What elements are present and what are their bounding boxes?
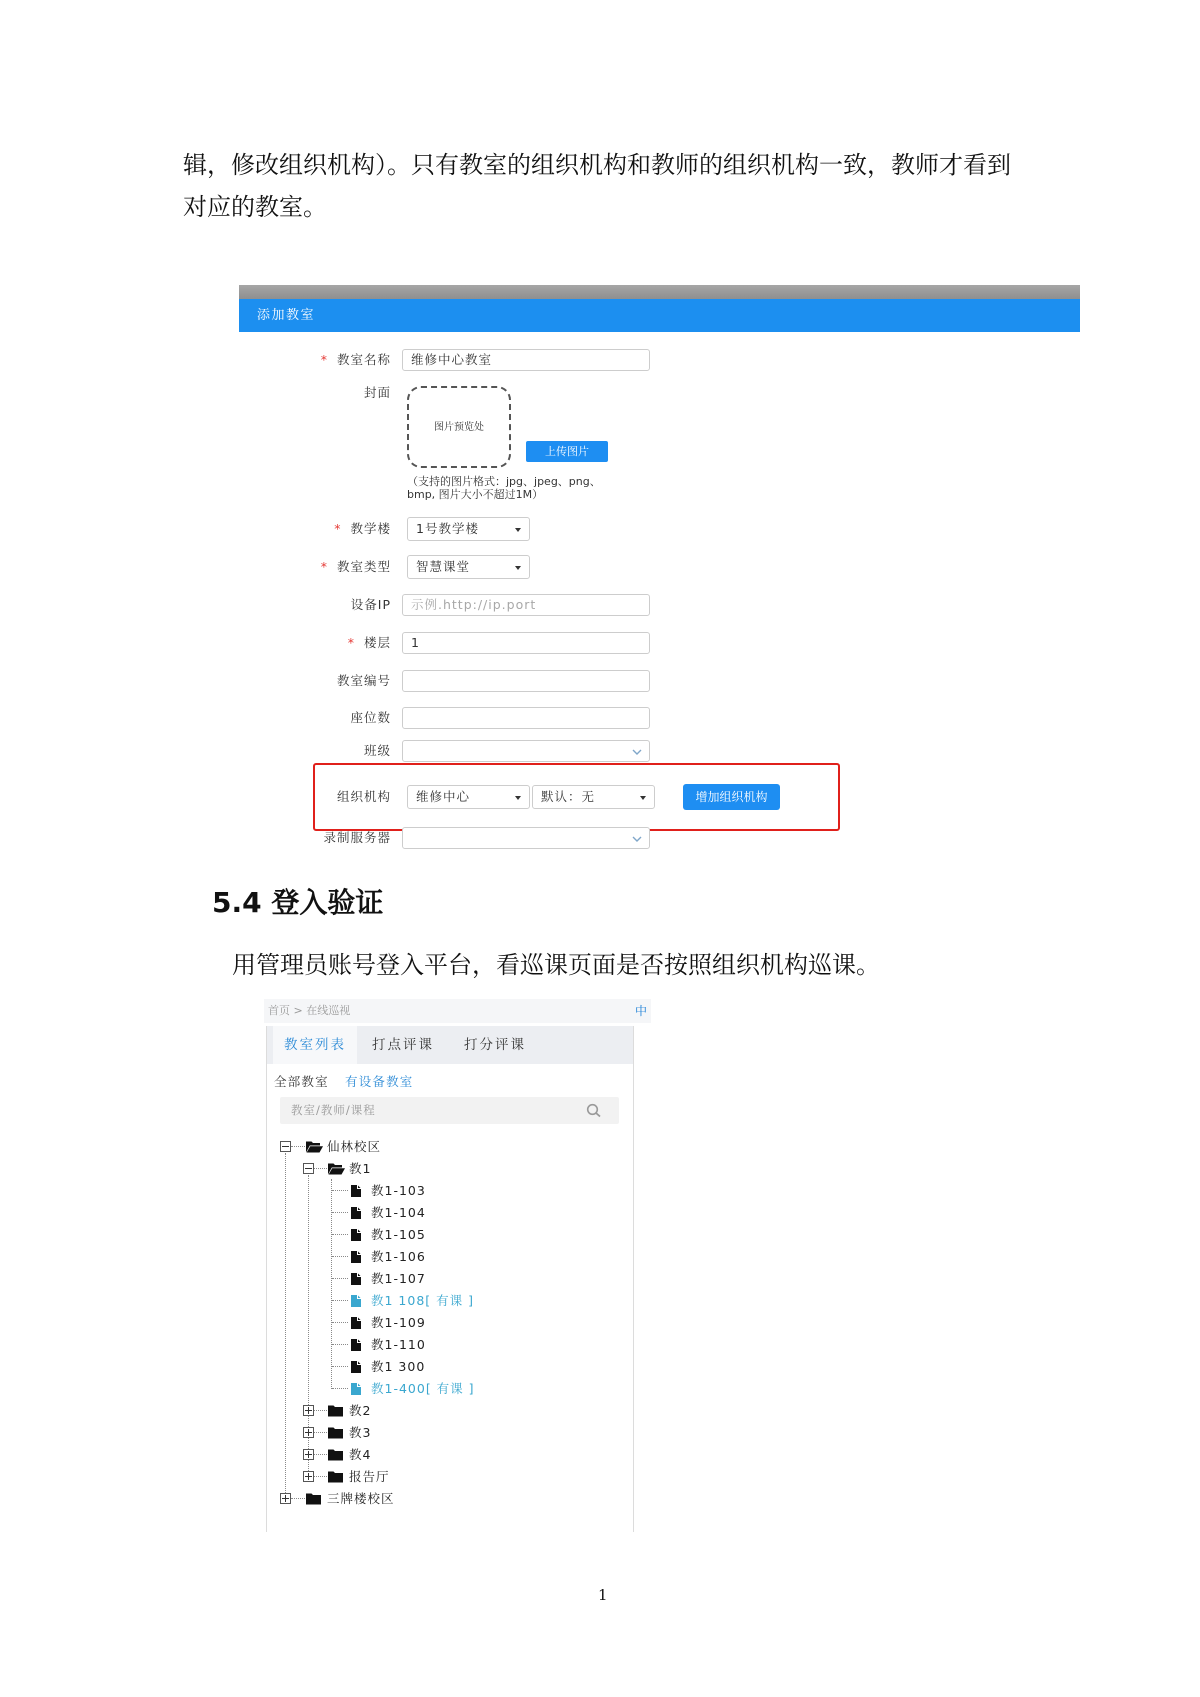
organization-select[interactable] — [407, 785, 530, 809]
add-classroom-screenshot — [239, 285, 1080, 857]
tree-connector — [332, 1300, 348, 1301]
dropdown-caret-icon — [515, 528, 521, 532]
tree-connector — [314, 1454, 327, 1455]
tree-connector — [314, 1476, 327, 1477]
dropdown-caret-icon — [640, 796, 646, 800]
tree-connector — [314, 1410, 327, 1411]
tree-node-classroom[interactable] — [264, 1313, 629, 1333]
class-select[interactable] — [402, 740, 650, 762]
file-icon — [351, 1361, 361, 1373]
classroom-name-input[interactable] — [402, 349, 650, 371]
tree-node-campus[interactable] — [264, 1137, 629, 1157]
device-ip-input[interactable] — [402, 594, 650, 616]
building-select[interactable] — [407, 517, 530, 541]
tree-connector — [332, 1278, 348, 1279]
tab-score-review[interactable]: 打分评课 — [464, 1037, 526, 1053]
search-placeholder: 教室/教师/课程 — [291, 1103, 376, 1117]
tree-node-label: 教1-103 — [371, 1183, 426, 1198]
folder-open-icon — [306, 1141, 323, 1153]
tree-node-label: 教1-104 — [371, 1205, 426, 1220]
dialog-header — [239, 299, 1080, 332]
tree-node-label: 教1-107 — [371, 1271, 426, 1286]
floor-value: 1 — [411, 635, 420, 650]
top-nav-strip — [239, 285, 1080, 299]
collapse-toggle-icon[interactable] — [280, 1141, 291, 1152]
tree-node-label: 仙林校区 — [327, 1139, 382, 1154]
dialog-title: 添加教室 — [257, 308, 316, 323]
classroom-type-label — [239, 559, 391, 575]
seats-label: 座位数 — [350, 710, 391, 725]
label-text: 楼层 — [363, 635, 391, 650]
tree-node-building[interactable] — [264, 1467, 629, 1487]
tree-node-building[interactable] — [264, 1423, 629, 1443]
tree-connector — [291, 1146, 305, 1147]
tree-connector — [332, 1212, 348, 1213]
breadcrumb[interactable]: 首页 > 在线巡视 — [268, 1004, 351, 1017]
required-mark: * — [347, 635, 355, 650]
folder-icon — [328, 1427, 343, 1439]
body-text-line: 辑，修改组织机构）。只有教室的组织机构和教师的组织机构一致，教师才看到 — [183, 151, 1011, 179]
tree-node-label: 教1-106 — [371, 1249, 426, 1264]
tree-connector — [332, 1256, 348, 1257]
organization-default-select[interactable] — [532, 785, 655, 809]
file-icon — [351, 1295, 361, 1307]
online-patrol-screenshot — [264, 999, 651, 1532]
section-heading: 5.4 登入验证 — [212, 886, 384, 919]
organization-default-value: 默认：无 — [541, 789, 596, 804]
tree-node-classroom[interactable] — [264, 1357, 629, 1377]
label-text: 教室类型 — [336, 559, 391, 574]
tab-bar — [266, 1026, 633, 1064]
tree-node-label: 教1-109 — [371, 1315, 426, 1330]
folder-icon — [328, 1471, 343, 1483]
tree-node-label: 教1-110 — [371, 1337, 426, 1352]
dropdown-caret-icon — [515, 566, 521, 570]
tree-node-label: 教1 300 — [371, 1359, 426, 1374]
seats-input[interactable] — [402, 707, 650, 729]
folder-open-icon — [328, 1163, 345, 1175]
file-icon — [351, 1273, 361, 1285]
tree-node-label: 三牌楼校区 — [327, 1491, 395, 1506]
tree-connector — [314, 1168, 327, 1169]
file-icon — [351, 1185, 361, 1197]
dropdown-caret-icon — [515, 796, 521, 800]
chevron-down-icon — [632, 836, 642, 842]
tree-node-building[interactable] — [264, 1445, 629, 1465]
tree-node-label: 教1 108[ 有课 ] — [371, 1293, 474, 1308]
upload-image-button[interactable]: 上传图片 — [526, 441, 608, 462]
floor-input[interactable] — [402, 632, 650, 654]
search-icon[interactable] — [586, 1103, 602, 1118]
tree-connector — [314, 1432, 327, 1433]
image-preview-box — [407, 386, 511, 468]
tree-node-label: 教1-400[ 有课 ] — [371, 1381, 475, 1396]
tree-connector — [291, 1498, 305, 1499]
device-ip-label: 设备IP — [350, 597, 391, 612]
expand-toggle-icon[interactable] — [303, 1471, 314, 1482]
classroom-type-select-value: 智慧课堂 — [416, 559, 471, 574]
tree-node-campus[interactable] — [264, 1489, 629, 1509]
tree-node-label: 报告厅 — [349, 1469, 390, 1484]
tree-connector — [332, 1388, 348, 1389]
expand-toggle-icon[interactable] — [280, 1493, 291, 1504]
label-text: 教学楼 — [350, 521, 391, 536]
folder-icon — [306, 1493, 321, 1505]
file-icon — [351, 1317, 361, 1329]
tree-node-classroom[interactable] — [264, 1225, 629, 1245]
tab-classroom-list[interactable]: 教室列表 — [273, 1026, 357, 1064]
tree-connector — [332, 1234, 348, 1235]
filter-device-classrooms[interactable]: 有设备教室 — [345, 1074, 414, 1089]
building-label — [239, 521, 391, 537]
expand-toggle-icon[interactable] — [303, 1405, 314, 1416]
recording-server-select[interactable] — [402, 827, 650, 849]
organization-label: 组织机构 — [336, 789, 391, 804]
classroom-name-label — [239, 352, 391, 368]
tree-node-classroom[interactable] — [264, 1247, 629, 1267]
classroom-number-input[interactable] — [402, 670, 650, 692]
image-preview-text: 图片预览处 — [434, 422, 484, 433]
tree-connector — [332, 1322, 348, 1323]
file-icon — [351, 1229, 361, 1241]
tree-connector — [332, 1366, 348, 1367]
classroom-number-label: 教室编号 — [336, 673, 391, 688]
image-format-hint: （支持的图片格式：jpg、jpeg、png、 — [407, 475, 601, 488]
image-format-hint: bmp, 图片大小不超过1M） — [407, 488, 544, 501]
add-organization-button[interactable]: 增加组织机构 — [683, 784, 780, 810]
tree-node-building[interactable] — [264, 1159, 629, 1179]
tree-node-classroom-has-class[interactable] — [264, 1379, 629, 1399]
expand-toggle-icon[interactable] — [303, 1449, 314, 1460]
recording-server-label: 录制服务器 — [323, 830, 391, 845]
tree-connector — [332, 1190, 348, 1191]
file-icon — [351, 1251, 361, 1263]
building-select-value: 1号教学楼 — [416, 521, 479, 536]
class-label: 班级 — [363, 743, 391, 758]
floor-label — [239, 635, 391, 651]
tree-node-classroom[interactable] — [264, 1181, 629, 1201]
collapse-toggle-icon[interactable] — [303, 1163, 314, 1174]
classroom-name-value: 维修中心教室 — [411, 352, 493, 367]
file-icon — [351, 1207, 361, 1219]
body-text-line: 用管理员账号登入平台，看巡课页面是否按照组织机构巡课。 — [232, 951, 880, 979]
tree-node-label: 教3 — [349, 1425, 372, 1440]
file-icon — [351, 1383, 361, 1395]
tab-point-review[interactable]: 打点评课 — [372, 1037, 434, 1053]
required-mark: * — [334, 521, 342, 536]
label-text: 教室名称 — [336, 352, 391, 367]
tree-node-building[interactable] — [264, 1401, 629, 1421]
panel-border — [633, 1026, 634, 1532]
tree-node-classroom[interactable] — [264, 1269, 629, 1289]
corner-label: 中 — [635, 1004, 648, 1018]
folder-icon — [328, 1449, 343, 1461]
chevron-down-icon — [632, 749, 642, 755]
organization-select-value: 维修中心 — [416, 789, 471, 804]
tree-node-label: 教2 — [349, 1403, 372, 1418]
required-mark: * — [320, 352, 328, 367]
device-ip-placeholder: 示例.http://ip.port — [411, 597, 537, 612]
file-icon — [351, 1339, 361, 1351]
tree-node-classroom[interactable] — [264, 1203, 629, 1223]
tree-node-classroom-has-class[interactable] — [264, 1291, 629, 1311]
filter-all-classrooms[interactable]: 全部教室 — [274, 1074, 329, 1089]
classroom-type-select[interactable] — [407, 555, 530, 579]
required-mark: * — [320, 559, 328, 574]
tree-node-label: 教1 — [349, 1161, 372, 1176]
tree-node-classroom[interactable] — [264, 1335, 629, 1355]
tree-node-label: 教1-105 — [371, 1227, 426, 1242]
folder-icon — [328, 1405, 343, 1417]
body-text-line: 对应的教室。 — [183, 193, 327, 221]
page-number: 1 — [598, 1586, 608, 1604]
tree-connector — [332, 1344, 348, 1345]
search-input[interactable] — [280, 1097, 619, 1124]
expand-toggle-icon[interactable] — [303, 1427, 314, 1438]
cover-label: 封面 — [363, 385, 391, 400]
tree-node-label: 教4 — [349, 1447, 372, 1462]
